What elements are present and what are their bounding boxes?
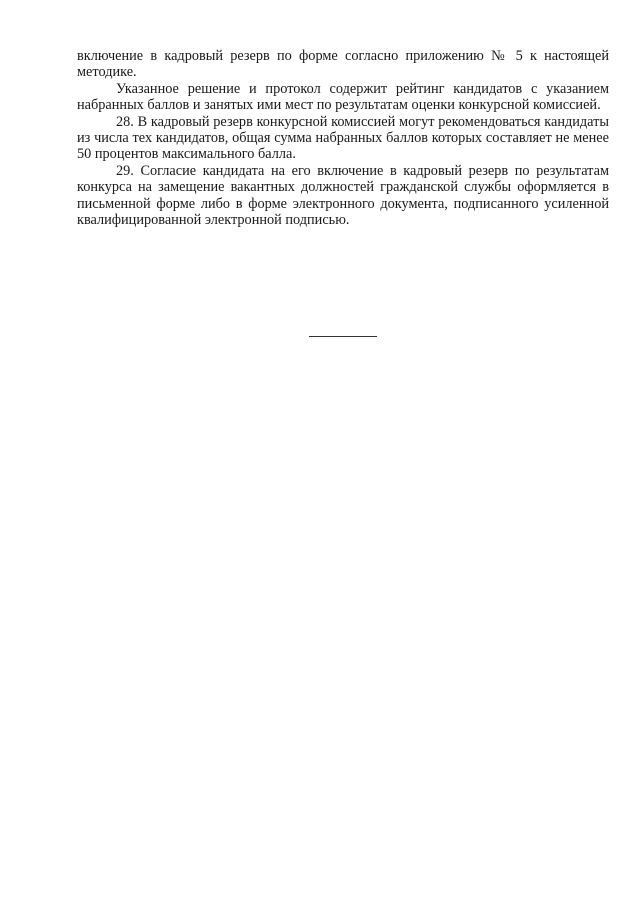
paragraph-decision-protocol: Указанное решение и протокол содержит рейтинг кандидатов с указанием набранных баллов и занятых ими мест по результатам оценки конкурсной комиссией.	[77, 80, 609, 114]
paragraph-clause-29: 29. Согласие кандидата на его включение в кадровый резерв по результатам конкурса на замещение вакантных должностей гражданской службы оформляется в письменной форме либо в форме электронного документа, подписанного усиленной квалифицированной электронной подписью.	[77, 162, 609, 229]
paragraph-continuation: включение в кадровый резерв по форме согласно приложению № 5 к настоящей методике.	[77, 48, 609, 81]
document-body	[77, 48, 609, 228]
end-of-text-rule	[309, 336, 377, 337]
paragraph-clause-28: 28. В кадровый резерв конкурсной комиссией могут рекомендоваться кандидаты из числа тех кандидатов, общая сумма набранных баллов которых составляет не менее 50 процентов максимального балла.	[77, 113, 609, 163]
